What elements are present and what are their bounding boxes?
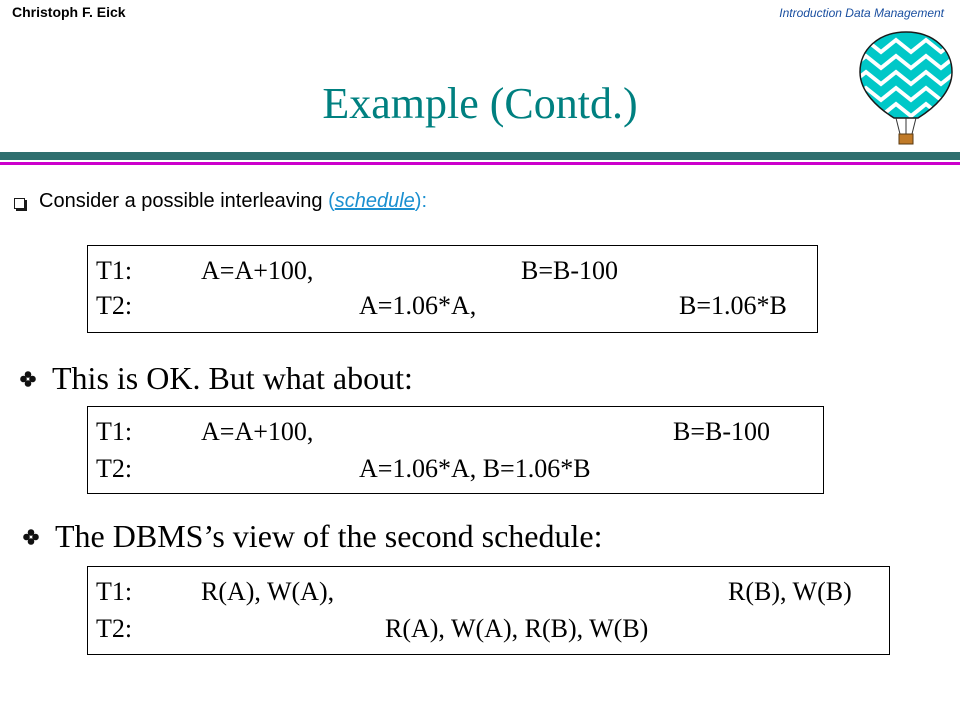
t2-op-b: B=1.06*B (679, 291, 787, 320)
t2-label: T2: (96, 454, 133, 483)
title-divider-top (0, 152, 960, 160)
t1-label: T1: (96, 417, 133, 446)
t1-op-a: R(A), W(A), (201, 577, 335, 606)
paren-open: ( (328, 190, 335, 212)
bullet-text: Consider a possible interleaving (39, 190, 329, 212)
t1-op-a: A=A+100, (201, 417, 314, 446)
bullet-interleaving (14, 190, 427, 213)
bullet-text: This is OK. But what about: (52, 360, 413, 396)
t1-label: T1: (96, 256, 133, 285)
schedule-box-3 (87, 566, 890, 655)
course-title: Introduction Data Management (779, 6, 944, 20)
schedule-link[interactable]: schedule (334, 190, 415, 212)
diamond-bullet-icon (23, 529, 39, 545)
t1-op-b: B=B-100 (521, 256, 619, 285)
schedule-box-2 (87, 406, 824, 494)
bullet-this-is-ok (20, 360, 413, 397)
schedule-box-1 (87, 245, 818, 333)
t1-op-b: B=B-100 (673, 417, 771, 446)
t1-op-b: R(B), W(B) (728, 577, 852, 606)
diamond-bullet-icon (20, 371, 36, 387)
t2-label: T2: (96, 614, 133, 643)
square-bullet-icon (14, 198, 25, 209)
t2-op-a: A=1.06*A, B=1.06*B (359, 454, 591, 483)
slide-title: Example (Contd.) (322, 79, 638, 128)
author-name: Christoph F. Eick (12, 4, 126, 20)
title-divider-bottom (0, 162, 960, 165)
bullet-text: The DBMS’s view of the second schedule: (55, 518, 603, 554)
t2-op-a: R(A), W(A), R(B), W(B) (385, 614, 649, 643)
t2-label: T2: (96, 291, 133, 320)
paren-close: ): (414, 190, 428, 212)
t1-op-a: A=A+100, (201, 256, 314, 285)
t2-op-a: A=1.06*A, (359, 291, 477, 320)
t1-label: T1: (96, 577, 133, 606)
bullet-dbms-view (23, 518, 602, 555)
